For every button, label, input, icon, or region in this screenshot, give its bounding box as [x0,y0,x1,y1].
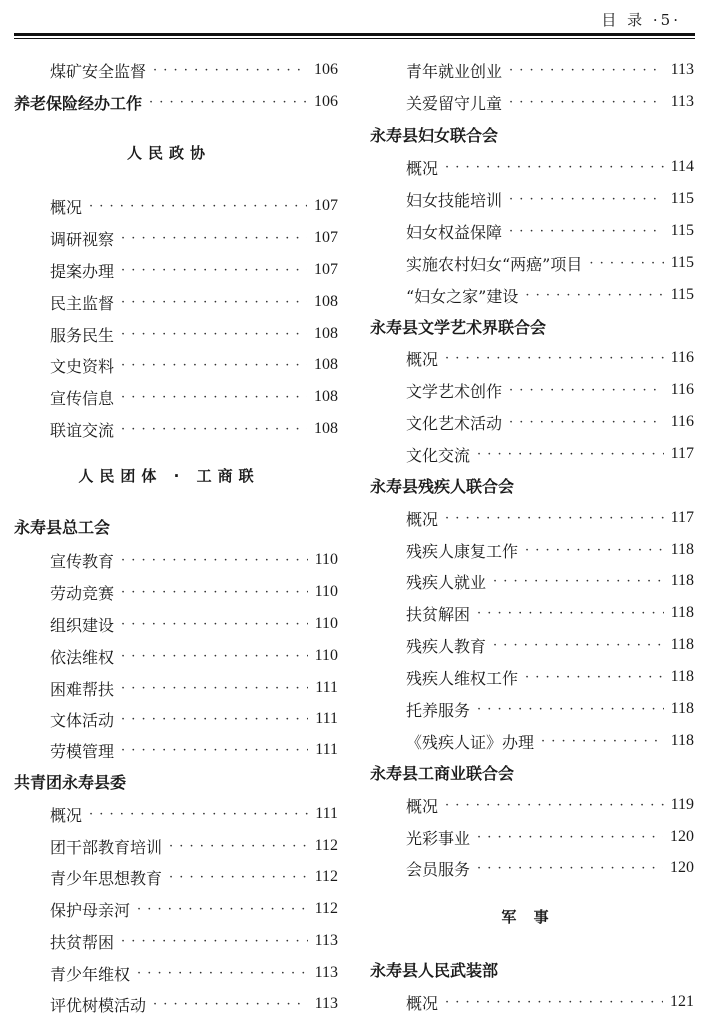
toc-entry-title: 文化交流 [406,445,471,465]
toc-entry[interactable] [50,834,338,858]
toc-entry-title: 困难帮扶 [50,679,115,699]
toc-entry[interactable] [50,322,338,346]
toc-entry[interactable] [406,665,694,689]
toc-page-number: 119 [670,796,694,813]
toc-entry-title: 养老保险经办工作 [14,93,143,113]
toc-page-number: 106 [314,61,338,78]
toc-page-number: 116 [670,381,694,398]
dot-leader [509,224,664,239]
dot-leader [525,288,663,303]
toc-entry[interactable] [406,825,694,849]
dot-leader [525,670,664,685]
toc-entry-title: 残疾人康复工作 [406,541,519,561]
toc-entry-title: “妇女之家”建设 [406,286,519,306]
toc-section-heading: 军 事 [501,908,555,926]
toc-entry-title: 概况 [406,349,439,369]
toc-page-number: 110 [314,615,338,632]
dot-leader [477,861,663,876]
toc-entry-title: 组织建设 [50,615,115,635]
toc-org-heading[interactable]: 永寿县妇女联合会 [370,126,499,145]
toc-entry-title: 劳模管理 [50,741,115,761]
toc-entry[interactable] [406,155,694,179]
toc-page-number: 111 [315,710,338,727]
toc-entry[interactable] [406,729,694,753]
toc-entry[interactable] [50,580,338,604]
header-title: 目 录 ·5· [601,11,681,29]
toc-entry-title: 概况 [406,993,439,1013]
dot-leader [121,743,308,758]
toc-entry-title: 文体活动 [50,710,115,730]
dot-leader [89,807,308,822]
toc-entry[interactable] [406,378,694,402]
dot-leader [445,995,663,1010]
toc-entry-title: 妇女权益保障 [406,222,503,242]
toc-entry-title: 煤矿安全监督 [50,61,147,81]
toc-entry[interactable] [50,644,338,668]
toc-entry[interactable] [50,58,338,82]
toc-entry[interactable] [50,258,338,282]
toc-page-number: 118 [670,604,694,621]
toc-page-number: 112 [314,837,338,854]
toc-entry-title: 文史资料 [50,356,115,376]
toc-entry-title: 宣传信息 [50,388,115,408]
toc-entry-title: 团干部教育培训 [50,837,163,857]
toc-org-heading[interactable]: 永寿县总工会 [14,518,111,537]
toc-entry-title: 评优树模活动 [50,995,147,1015]
toc-page-number: 110 [314,551,338,568]
toc-entry[interactable] [50,929,338,953]
dot-leader [121,553,308,568]
toc-entry-title: 依法维权 [50,647,115,667]
toc-page-number: 118 [670,732,694,749]
toc-page-number: 117 [670,445,694,462]
toc-entry-title: 扶贫解困 [406,604,471,624]
toc-entry-title: 扶贫帮困 [50,932,115,952]
toc-entry[interactable] [50,290,338,314]
toc-org-heading[interactable]: 永寿县人民武装部 [370,961,499,980]
dot-leader [445,798,664,813]
toc-org-heading[interactable]: 永寿县工商业联合会 [370,764,515,783]
dot-leader [121,649,308,664]
dot-leader [89,199,307,214]
dot-leader [477,447,664,462]
toc-page-number: 107 [314,261,338,278]
toc-page-number: 118 [670,572,694,589]
dot-leader [121,295,307,310]
toc-entry-title: 托养服务 [406,700,471,720]
toc-entry-title: 概况 [50,805,83,825]
toc-entry-title: 青少年思想教育 [50,868,163,888]
toc-entry[interactable] [50,865,338,889]
dot-leader [509,415,664,430]
toc-entry[interactable] [406,506,694,530]
toc-entry[interactable] [50,194,338,218]
toc-entry[interactable] [406,283,694,307]
dot-leader [121,390,307,405]
toc-page-number: 118 [670,636,694,653]
toc-page-number: 120 [670,859,694,876]
toc-entry[interactable] [406,251,694,275]
toc-page-number: 113 [314,964,338,981]
dot-leader [445,160,664,175]
dot-leader [509,192,664,207]
dot-leader [169,839,308,854]
toc-entry[interactable] [406,538,694,562]
dot-leader [153,997,308,1012]
dot-leader [445,511,664,526]
toc-entry[interactable] [50,417,338,441]
toc-entry[interactable] [406,219,694,243]
dot-leader [121,263,307,278]
toc-entry[interactable] [406,601,694,625]
dot-leader [121,585,308,600]
toc-page-number: 106 [314,93,338,110]
dot-leader [121,422,307,437]
toc-entry[interactable] [406,990,694,1014]
dot-leader [137,966,308,981]
toc-entry[interactable] [406,58,694,82]
toc-page-number: 108 [314,293,338,310]
toc-page-number: 115 [670,254,694,271]
dot-leader [589,256,663,271]
toc-page-number: 114 [670,158,694,175]
toc-entry[interactable] [14,90,338,114]
toc-page-number: 113 [314,995,338,1012]
dot-leader [121,617,308,632]
toc-page-number: 116 [670,413,694,430]
toc-page-number: 112 [314,900,338,917]
toc-page-number: 108 [314,356,338,373]
toc-entry-title: 光彩事业 [406,828,471,848]
toc-page-number: 115 [670,222,694,239]
dot-leader [121,681,308,696]
toc-entry-title: 残疾人就业 [406,572,487,592]
dot-leader [121,712,308,727]
toc-page-number: 118 [670,700,694,717]
toc-entry-title: 实施农村妇女“两癌”项目 [406,254,583,274]
toc-page-number: 111 [315,679,338,696]
toc-entry-title: 联谊交流 [50,420,115,440]
toc-entry-title: 概况 [406,158,439,178]
toc-page-number: 113 [314,932,338,949]
toc-page-number: 108 [314,325,338,342]
dot-leader [509,63,664,78]
toc-entry[interactable] [406,346,694,370]
header-rule [14,33,695,36]
dot-leader [493,638,664,653]
toc-entry-title: 概况 [406,509,439,529]
toc-entry[interactable] [50,738,338,762]
dot-leader [541,734,664,749]
toc-entry[interactable] [50,897,338,921]
toc-page-number: 108 [314,388,338,405]
toc-page-number: 113 [670,93,694,110]
toc-entry-title: 会员服务 [406,859,471,879]
toc-entry[interactable] [50,961,338,985]
toc-page-number: 110 [314,583,338,600]
toc-entry-title: 宣传教育 [50,551,115,571]
toc-entry-title: 关爱留守儿童 [406,93,503,113]
dot-leader [137,902,308,917]
dot-leader [477,702,664,717]
toc-page-number: 118 [670,541,694,558]
toc-page-number: 118 [670,668,694,685]
dot-leader [121,231,307,246]
toc-entry[interactable] [50,353,338,377]
toc-section-heading: 人民政协 [126,144,211,162]
dot-leader [445,351,664,366]
toc-entry[interactable] [50,992,338,1016]
toc-entry[interactable] [406,410,694,434]
toc-org-heading[interactable]: 永寿县文学艺术界联合会 [370,318,547,337]
toc-page-number: 107 [314,197,338,214]
toc-entry[interactable] [406,569,694,593]
toc-page-number: 115 [670,190,694,207]
toc-entry[interactable] [50,802,338,826]
toc-page-number: 107 [314,229,338,246]
toc-page-number: 120 [670,828,694,845]
toc-entry-title: 残疾人维权工作 [406,668,519,688]
toc-page-number: 117 [670,509,694,526]
header-rule-thin [14,38,695,39]
toc-entry[interactable] [50,676,338,700]
toc-section-heading: 人民团体 · 工商联 [78,467,260,485]
toc-org-heading[interactable]: 永寿县残疾人联合会 [370,477,515,496]
toc-page-number: 108 [314,420,338,437]
dot-leader [509,383,664,398]
dot-leader [121,327,307,342]
dot-leader [153,63,307,78]
toc-org-heading[interactable]: 共青团永寿县委 [14,773,127,792]
toc-entry-title: 青年就业创业 [406,61,503,81]
toc-entry-title: 民主监督 [50,293,115,313]
toc-page-number: 113 [670,61,694,78]
toc-entry-title: 调研视察 [50,229,115,249]
toc-entry-title: 概况 [50,197,83,217]
toc-entry-title: 概况 [406,796,439,816]
dot-leader [525,543,664,558]
toc-entry-title: 劳动竞赛 [50,583,115,603]
toc-entry-title: 残疾人教育 [406,636,487,656]
toc-entry[interactable] [50,385,338,409]
toc-entry-title: 文化艺术活动 [406,413,503,433]
dot-leader [169,870,308,885]
toc-entry[interactable] [406,793,694,817]
toc-page-number: 115 [670,286,694,303]
toc-entry[interactable] [50,707,338,731]
toc-entry[interactable] [50,612,338,636]
toc-entry[interactable] [406,633,694,657]
toc-entry-title: 提案办理 [50,261,115,281]
toc-entry[interactable] [50,226,338,250]
toc-page-number: 111 [315,805,338,822]
toc-entry-title: 服务民生 [50,325,115,345]
toc-page-number: 121 [670,993,694,1010]
toc-page-number: 116 [670,349,694,366]
toc-entry-title: 《残疾人证》办理 [406,732,535,752]
toc-entry-title: 妇女技能培训 [406,190,503,210]
toc-entry-title: 青少年维权 [50,964,131,984]
toc-page-number: 111 [315,741,338,758]
toc-entry[interactable] [406,442,694,466]
dot-leader [121,934,308,949]
dot-leader [509,95,664,110]
dot-leader [477,830,663,845]
toc-entry-title: 文学艺术创作 [406,381,503,401]
dot-leader [493,574,664,589]
dot-leader [477,606,664,621]
dot-leader [149,95,307,110]
toc-entry[interactable] [50,548,338,572]
toc-page-number: 112 [314,868,338,885]
toc-entry-title: 保护母亲河 [50,900,131,920]
toc-entry[interactable] [406,90,694,114]
toc-entry[interactable] [406,697,694,721]
toc-page-number: 110 [314,647,338,664]
toc-entry[interactable] [406,187,694,211]
toc-entry[interactable] [406,856,694,880]
dot-leader [121,358,307,373]
